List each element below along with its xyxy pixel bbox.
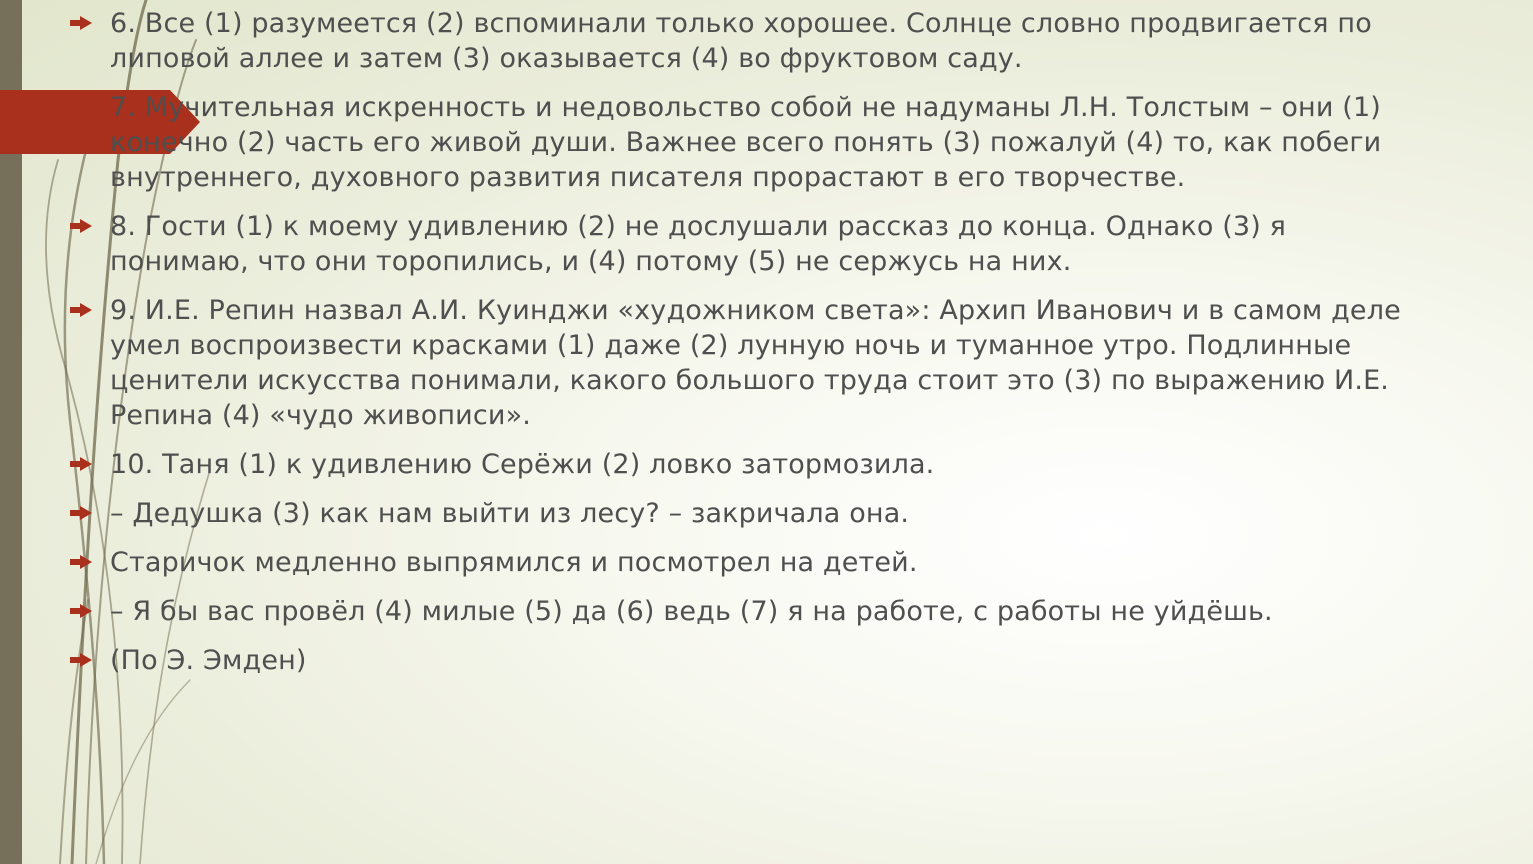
arrow-bullet-icon [70, 16, 92, 30]
paragraph-line: 6. Все (1) разумеется (2) вспоминали только хорошее. Солнце словно продвигается по [110, 8, 1372, 39]
list-item [70, 496, 1510, 531]
arrow-bullet-icon [70, 100, 92, 114]
list-item [70, 447, 1510, 482]
list-item [70, 90, 1510, 195]
paragraph-line: 7. Мучительная искренность и недовольство собой не надуманы Л.Н. Толстым – они (1) [110, 92, 1381, 123]
paragraph-line: внутреннего, духовного развития писателя прорастают в его творчестве. [110, 162, 1186, 193]
list-item [70, 594, 1510, 629]
arrow-bullet-icon [70, 219, 92, 233]
paragraph-line: Репина (4) «чудо живописи». [110, 400, 531, 431]
arrow-bullet-icon [70, 303, 92, 317]
paragraph-line: липовой аллее и затем (3) оказывается (4) во фруктовом саду. [110, 43, 1023, 74]
paragraph-line: Старичок медленно выпрямился и посмотрел на детей. [110, 547, 918, 578]
paragraph-line: 8. Гости (1) к моему удивлению (2) не дослушали рассказ до конца. Однако (3) я [110, 211, 1287, 242]
list-item [70, 209, 1510, 279]
paragraph-line: 10. Таня (1) к удивлению Серёжи (2) ловко затормозила. [110, 449, 935, 480]
list-item [70, 293, 1510, 433]
arrow-bullet-icon [70, 653, 92, 667]
arrow-bullet-icon [70, 457, 92, 471]
paragraph-line: 9. И.Е. Репин назвал А.И. Куинджи «художником света»: Архип Иванович и в самом деле [110, 295, 1401, 326]
arrow-bullet-icon [70, 604, 92, 618]
list-item [70, 6, 1510, 76]
paragraph-line: (По Э. Эмден) [110, 645, 307, 676]
paragraph-line: – Дедушка (3) как нам выйти из лесу? – закричала она. [110, 498, 910, 529]
list-item [70, 643, 1510, 678]
paragraph-line: умел воспроизвести красками (1) даже (2) лунную ночь и туманное утро. Подлинные [110, 330, 1352, 361]
paragraph-line: конечно (2) часть его живой души. Важнее всего понять (3) пожалуй (4) то, как побеги [110, 127, 1382, 158]
arrow-bullet-icon [70, 506, 92, 520]
paragraph-line: – Я бы вас провёл (4) милые (5) да (6) ведь (7) я на работе, с работы не уйдёшь. [110, 596, 1273, 627]
paragraph-line: понимаю, что они торопились, и (4) потому (5) не сержусь на них. [110, 246, 1072, 277]
list-item [70, 545, 1510, 580]
arrow-bullet-icon [70, 555, 92, 569]
paragraph-line: ценители искусства понимали, какого большого труда стоит это (3) по выражению И.Е. [110, 365, 1390, 396]
slide-content [70, 6, 1510, 692]
